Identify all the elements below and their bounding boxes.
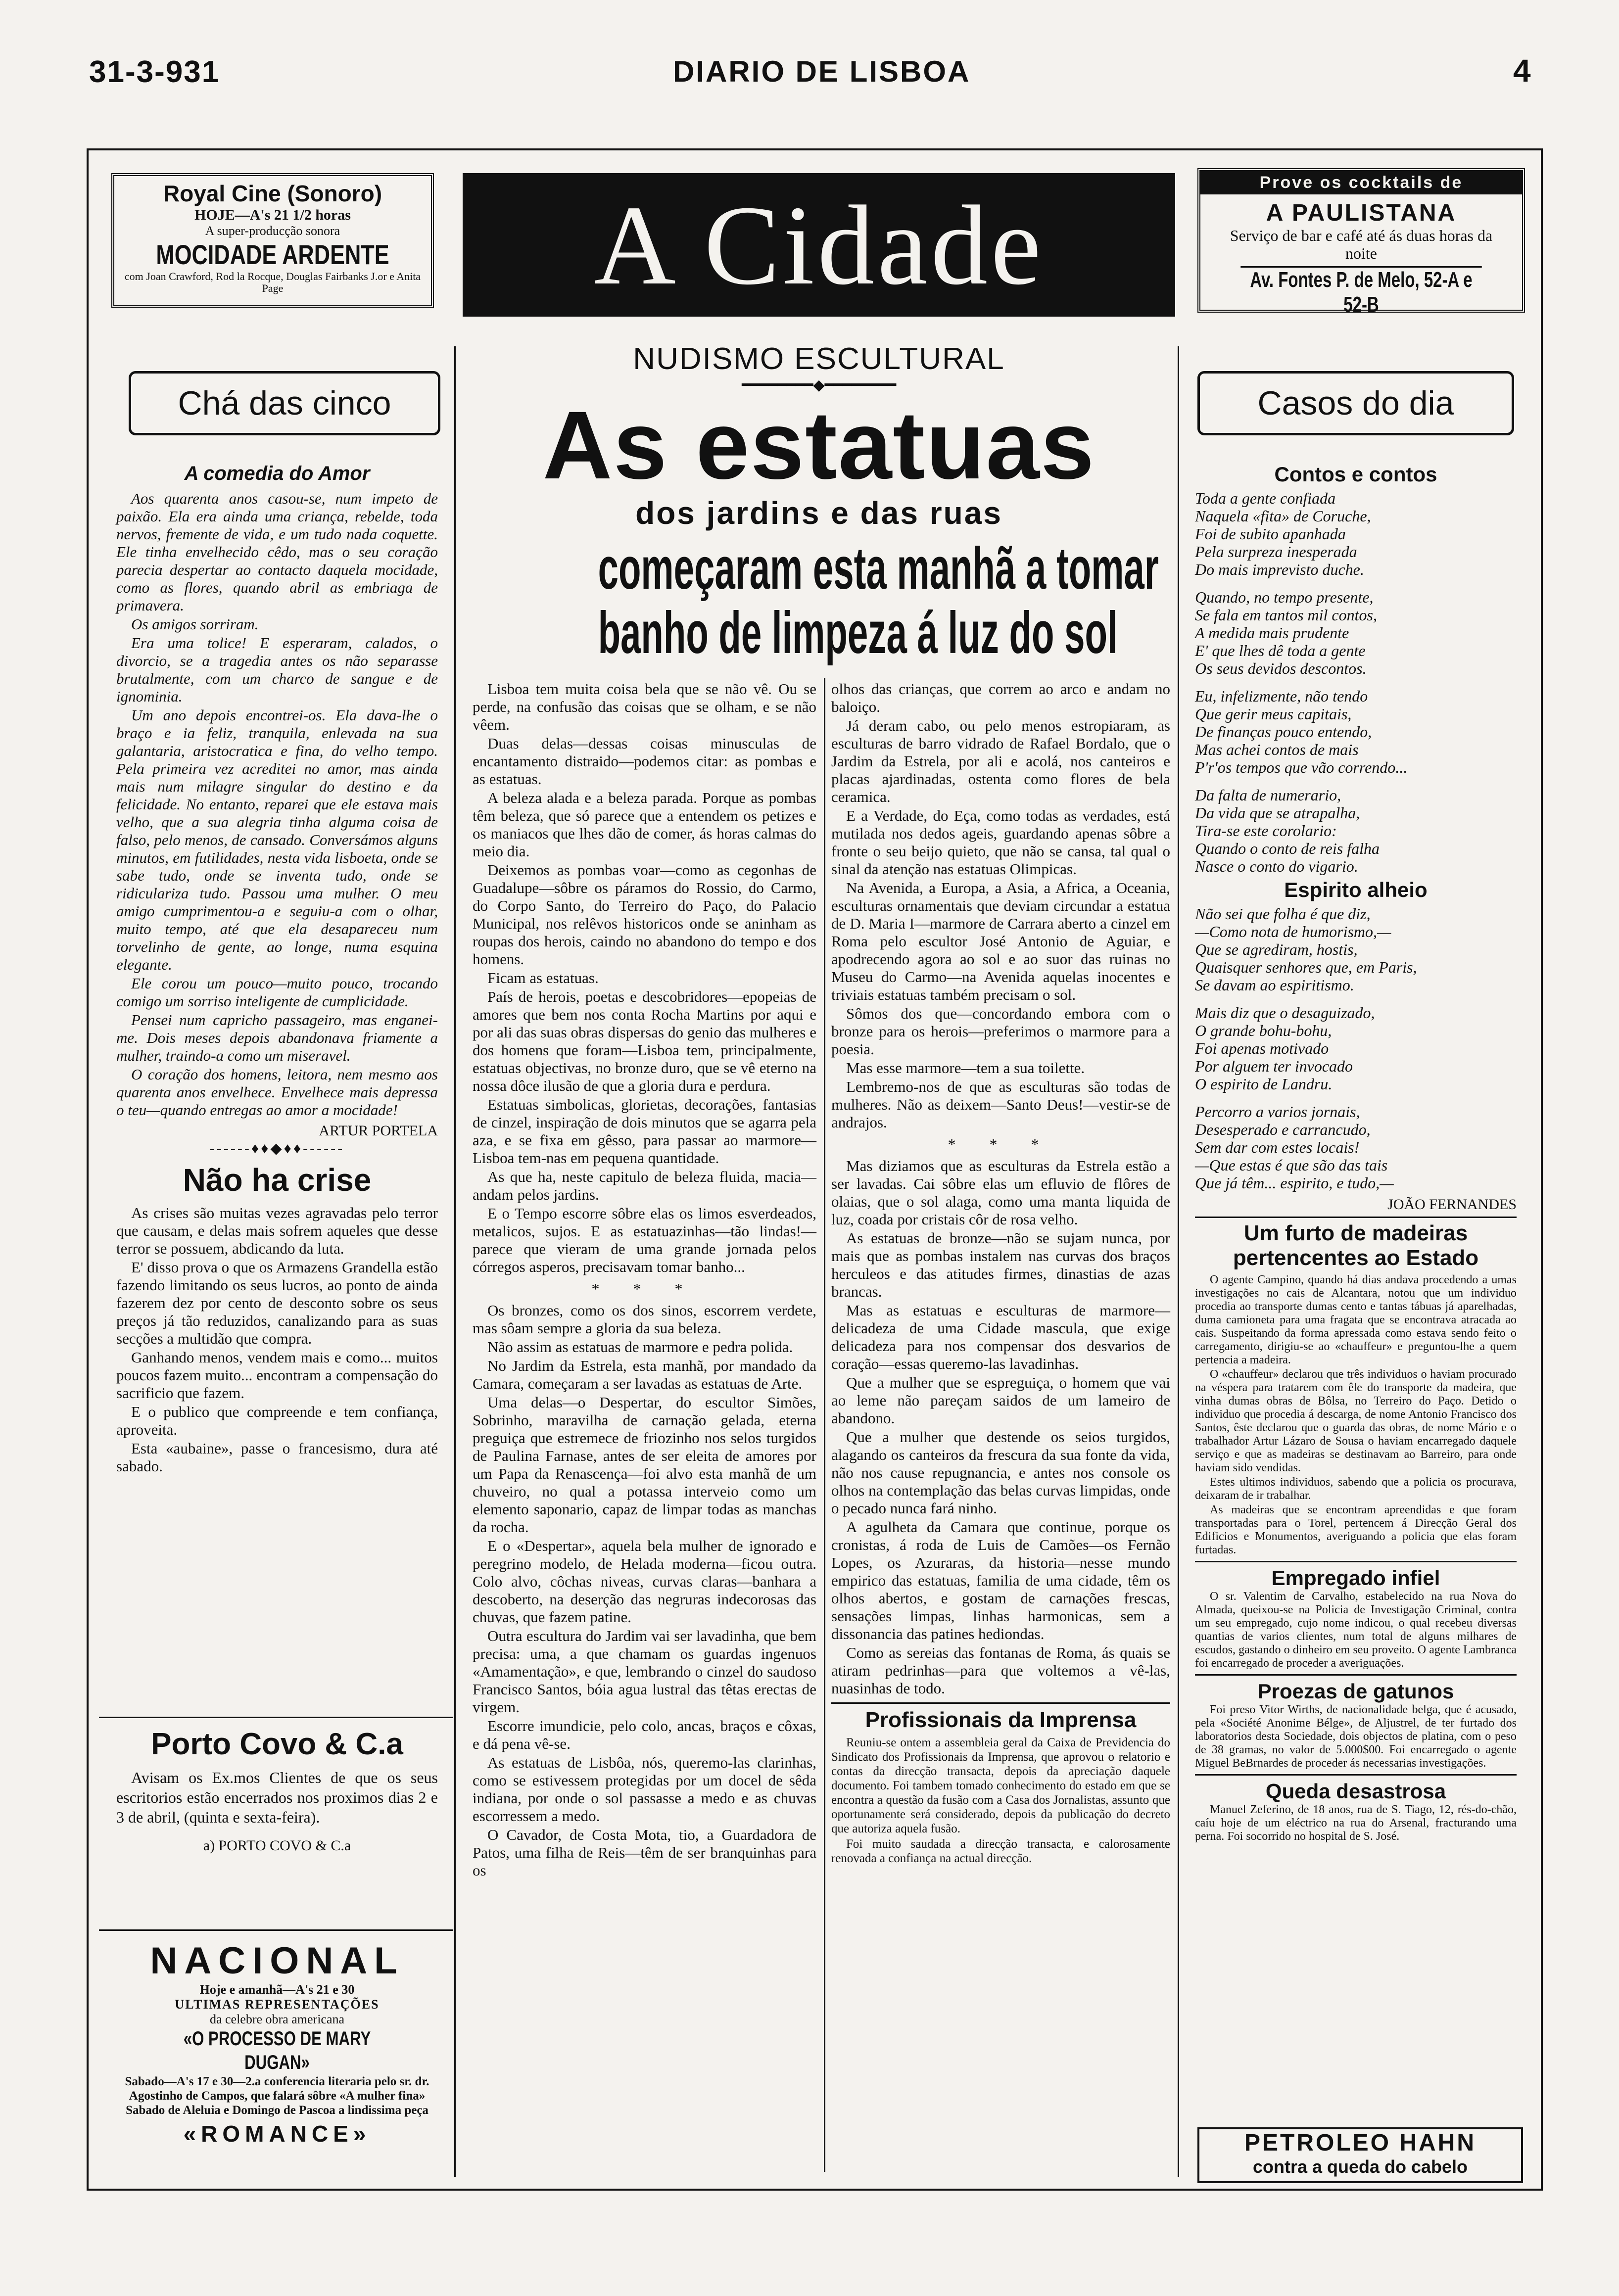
- masthead-title: A Cidade: [593, 182, 1045, 308]
- cha-article-title: A comedia do Amor: [184, 463, 370, 484]
- lead-column-1: [473, 680, 816, 1880]
- nacional-last: ULTIMAS REPRESENTAÇÕES: [175, 1997, 380, 2012]
- royal-cine-film: MOCIDADE ARDENTE: [156, 239, 389, 270]
- cha-paragraph: Pensei num capricho passageiro, mas enganei-me. Dois meses depois abandonava friamente a mulher, traindo-a como um miseravel.: [116, 1011, 438, 1064]
- nacional-conference: Sabado—A's 17 e 30—2.a conferencia literaria pelo sr. dr. Agostinho de Campos, que falará sôbre «A mulher fina»: [125, 2075, 429, 2103]
- lead-paragraph: As que ha, neste capitulo de beleza fluida, macia—andam pelos jardins.: [473, 1168, 816, 1203]
- paulistana-name: A PAULISTANA: [1266, 200, 1457, 226]
- verse-line: Sem dar com estes locais!: [1195, 1138, 1360, 1156]
- casos-title-2: Espirito alheio: [1284, 878, 1428, 901]
- verse-line: Do mais imprevisto duche.: [1195, 561, 1364, 578]
- paulistana-ad: [1197, 168, 1525, 317]
- royal-cine-cast: com Joan Crawford, Rod la Rocque, Douglas Fairbanks J.or e Anita Page: [124, 270, 421, 294]
- porto-covo-sign: a) PORTO COVO & C.a: [203, 1837, 351, 1854]
- lead-paragraph: Estatuas simbolicas, glorietas, decorações, fantasias de cinzel, inspiração de dois minutos que se agarra pela aza, e se fixa em gêsso, para passar ao marmore—Lisboa tem-nas em pequena quantidade.: [473, 1096, 816, 1167]
- lead-paragraph: As estatuas de bronze—não se sujam nunca, por mais que as pombas instalem nas curvas dos braços herculeos e das atitudes firmes, dinastias de azas brancas.: [831, 1229, 1170, 1300]
- lead-paragraph: Não assim as estatuas de marmore e pedra polida.: [487, 1338, 793, 1356]
- verse-line: —Que estas é que são das tais: [1195, 1156, 1388, 1174]
- section-stars: * * *: [948, 1135, 1054, 1153]
- verse-gap: [1195, 578, 1517, 588]
- nacional-easter: Sabado de Aleluia e Domingo de Pascoa a lindissima peça: [126, 2104, 429, 2117]
- crise-paragraph: E o publico que compreende e tem confiança, aproveita.: [116, 1403, 438, 1438]
- divider: [1195, 1561, 1517, 1562]
- divider: [99, 1929, 453, 1931]
- furto-paragraph: O «chauffeur» declarou que três individuos o haviam procurado na véspera para tratarem com êle do transporte da madeira, que vinha dumas obras de Bôlsa, no Terreiro do Paço. Detido o individuo que procedia á descarga, de nome Antonio Francisco dos Santos, êste declarou que o guarda das obras, de nome Mário e o trabalhador Artur Lázaro de Sousa o haviam encarregado daquele serviço e que as madeiras se destinavam ao Barreiro, para onde haviam sido vendidas.: [1195, 1368, 1517, 1474]
- verse-line: Foi apenas motivado: [1195, 1039, 1329, 1057]
- nacional-name: NACIONAL: [150, 1940, 404, 1982]
- verse-line: Quaisquer senhores que, em Paris,: [1195, 958, 1417, 976]
- porto-covo-text: Avisam os Ex.mos Clientes de que os seus escritorios estão encerrados nos proximos dias 2 e 3 de abril, (quinta e sexta-feira).: [116, 1769, 438, 1826]
- prof-paragraph: Foi muito saudada a direcção transacta, e calorosamente renovada a confiança na actual direcção.: [831, 1837, 1170, 1865]
- lead-paragraph: Já deram cabo, ou pelo menos estropiaram, as esculturas de barro vidrado de Rafael Bordalo, que o Jardim da Estrela, por ali e acolá, nos canteiros e placas ajardinadas, ostenta como flores de bela ceramica.: [831, 717, 1170, 805]
- verse-line: Foi de subito apanhada: [1195, 525, 1346, 543]
- verse-line: O espirito de Landru.: [1195, 1075, 1333, 1093]
- verse-line: Da falta de numerario,: [1195, 786, 1341, 804]
- lead-paragraph: Lembremo-nos de que as esculturas são todas de mulheres. Não as deixem—Santo Deus!—vestir-se de andrajos.: [831, 1078, 1170, 1131]
- lead-deck-2: banho de limpeza á luz do sol: [598, 600, 1118, 666]
- lead-paragraph: Lisboa tem muita coisa bela que se não vê. Ou se perde, na confusão das coisas que se olham, e se não vêem.: [473, 680, 816, 733]
- verse-line: Toda a gente confiada: [1195, 489, 1336, 507]
- lead-paragraph: Deixemos as pombas voar—como as cegonhas de Guadalupe—sôbre os páramos do Rossio, do Carmo, do Corpo Santo, do Terreiro do Paço, do Palacio Municipal, nos relêvos historicos onde se aninham as roupas dos herois, caindo no abandono do tempo e dos homens.: [473, 861, 816, 968]
- lead-title: As estatuas: [542, 391, 1095, 499]
- gatunos-text: Foi preso Vitor Wirths, de nacionalidade belga, que é acusado, pela «Société Anonime Bélge», de Aljustrel, de ter furtado dos laboratorios desta Sociedade, dois objectos de platina, com o peso de 38 gramas, no valor de 5.000$00. Foi encarregado o agente Miguel BeBrnardes de proceder ás necessarias investigações.: [1195, 1703, 1517, 1770]
- verse-line: Quando, no tempo presente,: [1195, 588, 1374, 606]
- porto-covo-title: Porto Covo & C.a: [151, 1727, 403, 1761]
- lead-paragraph: Que a mulher que destende os seios turgidos, alagando os canteiros da frescura da sua fonte da vida, não nos cause repugnancia, e antes nos console os olhos na contemplação das belas curvas limpidas, onde o pecado nunca fará ninho.: [831, 1428, 1170, 1517]
- paulistana-address: Av. Fontes P. de Melo, 52-A e 52-B: [1240, 266, 1482, 317]
- crise-paragraph: Ganhando menos, vendem mais e como... muitos poucos fazem muito... encontram a compensação do sacrificio que fazem.: [116, 1349, 438, 1402]
- verse-line: Nasce o conto do vigario.: [1195, 857, 1358, 875]
- lead-headline: [463, 341, 1175, 665]
- cha-das-cinco-article: [116, 463, 438, 1476]
- kicker-ornament: ━━━━━━━━◆━━━━━━━━: [741, 377, 897, 393]
- lead-paragraph: E o «Despertar», aquela bela mulher de ignorado e peregrino modelo, de Helada moderna—ficou outra. Colo alvo, côchas niveas, curvas claras—banhara a descoberto, na deserção das negruras indecorosas das chuvas, que fazem patine.: [473, 1537, 816, 1626]
- furto-body: [1195, 1273, 1517, 1557]
- lead-paragraph: Duas delas—dessas coisas minusculas de encantamento distraido—podemos citar: as pombas e as estatuas.: [473, 735, 816, 788]
- verse-line: Mais diz que o desaguizado,: [1195, 1004, 1375, 1022]
- casos-author: JOÃO FERNANDES: [1387, 1196, 1517, 1213]
- lead-paragraph: Uma delas—o Despertar, do escultor Simões, Sobrinho, maravilha de carnação gelada, eterna preguiça que estremece de friozinho nos selos turgidos de Paulina Farnase, antes de ser eleita de amores por um Papa da Renascença—foi alvo esta manhã de um chuveiro, no qual a potassa interveio como um elemento saponario, capaz de limpar todas as manchas da rocha.: [473, 1394, 816, 1536]
- prof-title: Profissionais da Imprensa: [865, 1708, 1137, 1732]
- verse-line: Por alguem ter invocado: [1195, 1057, 1353, 1075]
- lead-paragraph: O Cavador, de Costa Mota, tio, a Guardadora de Patos, uma filha de Reis—têm de ser branquinhas para os: [473, 1826, 816, 1879]
- nacional-times: Hoje e amanhã—A's 21 e 30: [199, 1982, 355, 1997]
- lead-paragraph: E a Verdade, do Eça, como todas as verdades, está mutilada nos dedos ageis, guardando apenas sôbre a fronte o seu beijo quieto, que não se cansa, tal qual o sinal da atenção nas estatuas Olimpicas.: [831, 807, 1170, 878]
- furto-title: Um furto de madeiras pertencentes ao Estado: [1233, 1221, 1479, 1270]
- divider: [1195, 1774, 1517, 1776]
- verse-gap: [1195, 994, 1517, 1004]
- verse-line: Tira-se este corolario:: [1195, 822, 1337, 840]
- petroleo-hahn-ad: [1197, 2127, 1523, 2183]
- prof-paragraph: Reuniu-se ontem a assembleia geral da Caixa de Previdencia do Sindicato dos Profissionais da Imprensa, que aprovou o relatorio e contas da direcção transacta, depois da apreciação daquele documento. Foi tambem tomado conhecimento do estado em que se encontra a questão da fusão com a Casa dos Jornalistas, assunto que oportunamente será considerado, depois da publicação do decreto que autoriza aquela fusão.: [831, 1736, 1170, 1835]
- verse-gap: [1195, 776, 1517, 786]
- page-number: 4: [1513, 53, 1531, 89]
- cha-author: ARTUR PORTELA: [319, 1123, 438, 1139]
- casos-title-1: Contos e contos: [1274, 463, 1437, 486]
- verse-line: Se davam ao espiritismo.: [1195, 976, 1354, 994]
- lead-paragraph: E o Tempo escorre sôbre elas os limos esverdeados, metalicos, sujos. E as estatuazinhas—tão lindas!—parece que vieram de uma grande jornada pelos córregos asperos, precisavam tomar banho...: [473, 1205, 816, 1275]
- paulistana-service: Serviço de bar e café até ás duas horas da noite: [1230, 227, 1493, 262]
- royal-cine-name: Royal Cine (Sonoro): [163, 181, 382, 206]
- lead-paragraph: Sômos dos que—concordando embora com o bronze para os herois—preferimos o marmore para a poesia.: [831, 1005, 1170, 1058]
- lead-deck-1: começaram esta manhã a tomar: [598, 535, 1159, 602]
- cha-das-cinco-label: Chá das cinco: [178, 384, 391, 422]
- lead-paragraph: Mas esse marmore—tem a sua toilette.: [846, 1059, 1085, 1077]
- cha-paragraph: Aos quarenta anos casou-se, num impeto de paixão. Ela era ainda uma criança, rebelde, toda nervos, fremente de vida, e um tudo nada coquette. Ele tinha envelhecido cêdo, mas o seu coração parecia despertar ao contacto daquela mocidade, como as flores, quando abril as embriaga de primavera.: [116, 490, 438, 614]
- nacional-ad: [116, 1939, 438, 2147]
- furto-paragraph: O agente Campino, quando há dias andava procedendo a umas investigações no cais de Alcantara, notou que um individuo procedia ao transporte dumas cento e tantas tábuas já aparelhadas, duma camioneta para uma fragata que se encontrava atracada ao cais. Suspeitando da forma apressada como estava sendo feito o carregamento, dirigiu-se ao «chauffeur» e preguntou-lhe a quem pertencia a madeira.: [1195, 1273, 1517, 1366]
- verse-line: Os seus devidos descontos.: [1195, 659, 1367, 677]
- cha-paragraph: Um ano depois encontrei-os. Ela dava-lhe o braço e ia feliz, tranquila, enlevada na sua galantaria, aristocratica e fina, do velho tempo. Pela primeira vez acreditei no amor, mas ainda mais num milagre singular do destino e da felicidade. No entanto, reparei que ele estava mais velho, que a sua alegria tinha alguma coisa de falso, pelo menos, de cansado. Conversámos alguns minutos, em futilidades, nesta vida lisboeta, onde se sabe tudo, onde se inventa tudo, onde se ridiculariza tudo. Passou uma mulher. O meu amigo cumprimentou-a e seguiu-a com o olhar, muito tempo, até que ela desapareceu num torvelinho de gente, ao longe, numa esquina elegante.: [116, 706, 438, 973]
- casos-do-dia-banner: [1197, 371, 1514, 435]
- hahn-subtitle: contra a queda do cabelo: [1252, 2156, 1468, 2177]
- section-masthead: [463, 173, 1175, 317]
- column-divider: [454, 346, 456, 2177]
- infiel-text: O sr. Valentim de Carvalho, estabelecido na rua Nova do Almada, queixou-se na Policia de Investigação Criminal, contra um seu empregado, cujo nome indicou, o qual recebeu diversas quantias de varios clientes, num total de alguns milhares de escudos, gastando o dinheiro em seu proveito. O agente Lambranca foi encarregado de proceder a averiguações.: [1195, 1590, 1517, 1670]
- crise-title: Não ha crise: [183, 1162, 372, 1198]
- lead-paragraph: As estatuas de Lisbôa, nós, queremo-las clarinhas, como se estivessem protegidas por um docel de sêda indiana, por onde o sol passasse a medo e as chuvas escorressem a medo.: [473, 1754, 816, 1825]
- casos-do-dia-column: [1195, 463, 1517, 1844]
- section-stars: * * *: [591, 1280, 698, 1298]
- royal-cine-tagline: A super-producção sonora: [205, 224, 340, 238]
- casos-verses-1: [1195, 489, 1517, 875]
- column-divider: [1178, 346, 1179, 2177]
- lead-paragraph: País de herois, poetas e descobridores—epopeias de amores que bem nos conta Rocha Martins por aqui e por ali das suas obras dispersas do genio das mulheres e dos homens que foram—Lisboa tem, principalmente, estatuas objectivas, no bronze duro, que se vê eterno na nossa dôce ilusão de que a gloria dura e perdura.: [473, 988, 816, 1094]
- casos-verses-2: [1195, 905, 1517, 1192]
- verse-gap: [1195, 677, 1517, 687]
- royal-cine-time: HOJE—A's 21 1/2 horas: [194, 207, 351, 223]
- lead-subtitle: dos jardins e das ruas: [635, 495, 1002, 531]
- infiel-title: Empregado infiel: [1271, 1566, 1440, 1590]
- verse-line: E' que lhes dê toda a gente: [1195, 642, 1366, 659]
- verse-line: Quando o conto de reis falha: [1195, 840, 1380, 857]
- gatunos-title: Proezas de gatunos: [1257, 1680, 1454, 1703]
- lead-paragraph: Mas as estatuas e esculturas de marmore—delicadeza de uma Cidade mascula, que exige delicadeza para nos compensar dos desvarios de coração—essas queremo-las lavadinhas.: [831, 1302, 1170, 1372]
- verse-line: Percorro a varios jornais,: [1195, 1103, 1360, 1121]
- verse-line: Desesperado e carrancudo,: [1195, 1121, 1371, 1138]
- cha-paragraph: Era uma tolice! E esperaram, calados, o divorcio, se a tragedia antes os não separasse brutalmente, com um charco de sangue e de ignominia.: [116, 634, 438, 705]
- furto-paragraph: As madeiras que se encontram apreendidas e que foram transportadas para o Torel, pertencem á Direcção Geral dos Edificios e Monumentos, averiguando a policia que elas foram furtadas.: [1195, 1503, 1517, 1556]
- column-divider: [824, 678, 825, 2172]
- casos-do-dia-label: Casos do dia: [1257, 384, 1454, 422]
- verse-line: P'r'os tempos que vão correndo...: [1195, 758, 1408, 776]
- lead-column-2: [831, 680, 1170, 1867]
- cha-das-cinco-banner: [129, 371, 440, 435]
- lead-paragraph: A beleza alada e a beleza parada. Porque as pombas têm beleza, que só parece que a entendem os petizes e os maniacos que lhes dão de comer, ás horas calmas do meio dia.: [473, 789, 816, 860]
- porto-covo-notice: [116, 1727, 438, 1855]
- verse-line: De finanças pouco entendo,: [1195, 723, 1372, 741]
- cha-paragraph: Os amigos sorriram.: [131, 615, 259, 633]
- nacional-next: «ROMANCE»: [183, 2121, 371, 2147]
- verse-line: Não sei que folha é que diz,: [1195, 905, 1371, 923]
- verse-line: Que já têm... espirito, e tudo,—: [1195, 1174, 1394, 1192]
- divider: [831, 1702, 1170, 1704]
- issue-date: 31-3-931: [89, 55, 220, 89]
- nacional-play: «O PROCESSO DE MARY DUGAN»: [183, 2028, 371, 2073]
- lead-paragraph: No Jardim da Estrela, esta manhã, por mandado da Camara, começaram a ser lavadas as estatuas de Arte.: [473, 1357, 816, 1392]
- lead-paragraph: Outra escultura do Jardim vai ser lavadinha, que bem precisa: uma, a que chamam os guardas ingenuos «Amamentação», e que, lembrando o cinzel do saudoso Francisco Santos, bóia agua lustral das têtas erectas de virgem.: [473, 1627, 816, 1716]
- royal-cine-ad: [111, 173, 434, 308]
- lead-paragraph: Mas diziamos que as esculturas da Estrela estão a ser lavadas. Cai sôbre elas um efluvio de flôres de olaias, que o sol alaga, como uma manta liquida de luz, coada por cristais côr de rosa velho.: [831, 1157, 1170, 1228]
- furto-paragraph: Estes ultimos individuos, sabendo que a policia os procurava, deixaram de ir trabalhar.: [1195, 1476, 1517, 1502]
- verse-line: Mas achei contos de mais: [1195, 741, 1359, 758]
- nacional-intro: da celebre obra americana: [209, 2012, 345, 2026]
- cha-paragraph: Ele corou um pouco—muito pouco, trocando comigo um sorriso inteligente de cumplicidade.: [116, 975, 438, 1010]
- verse-line: A medida mais prudente: [1195, 624, 1349, 642]
- crise-paragraph: Esta «aubaine», passe o francesismo, dura até sabado.: [116, 1440, 438, 1475]
- lead-paragraph: olhos das crianças, que correm ao arco e andam no baloiço.: [831, 680, 1170, 715]
- lead-paragraph: Os bronzes, como os dos sinos, escorrem verdete, mas sôam sempre a gloria da sua beleza.: [473, 1302, 816, 1337]
- queda-title: Queda desastrosa: [1265, 1780, 1446, 1803]
- verse-line: —Como nota de humorismo,—: [1195, 923, 1391, 940]
- verse-gap: [1195, 1093, 1517, 1103]
- verse-line: Da vida que se atrapalha,: [1195, 804, 1360, 822]
- verse-line: Naquela «fita» de Coruche,: [1195, 507, 1371, 525]
- crise-paragraph: As crises são muitas vezes agravadas pelo terror que causam, e delas mais sofrem aqueles que desse terror se possuem, abdicando da luta.: [116, 1204, 438, 1257]
- divider: [1195, 1674, 1517, 1676]
- ornament-rule: ------♦♦◆♦♦------: [209, 1140, 345, 1157]
- lead-kicker: NUDISMO ESCULTURAL: [633, 342, 1005, 376]
- verse-line: O grande bohu-bohu,: [1195, 1022, 1332, 1039]
- lead-paragraph: Escorre imundicie, pelo colo, ancas, braços e côxas, e dá pena vê-se.: [473, 1717, 816, 1752]
- verse-line: Pela surpreza inesperada: [1195, 543, 1357, 561]
- crise-paragraph: E' disso prova o que os Armazens Grandella estão fazendo limitando os seus lucros, ao ponto de ainda fazerem dez por cento de desconto sobre os seus preços já tão reduzidos, canalizando para as suas secções a multidão que compra.: [116, 1259, 438, 1347]
- lead-paragraph: A agulheta da Camara que continue, porque os cronistas, á roda de Luis de Camões—os Fernão Lopes, os Azuraras, da historia—nesse mundo empirico das estatuas, familia de uma cidade, têm os olhos abertos, e gostam de carnações frescas, sensações limpas, linhas harmonicas, sem a dissonancia das patines hediondas.: [831, 1518, 1170, 1642]
- hahn-title: PETROLEO HAHN: [1244, 2130, 1476, 2156]
- newspaper-title: DIARIO DE LISBOA: [673, 55, 971, 88]
- lead-paragraph: Ficam as estatuas.: [487, 969, 599, 986]
- verse-line: Que se agrediram, hostis,: [1195, 940, 1358, 958]
- verse-line: Que gerir meus capitais,: [1195, 705, 1352, 723]
- paulistana-line1: Prove os cocktails de: [1200, 171, 1522, 194]
- divider: [1195, 1217, 1517, 1218]
- verse-line: Se fala em tantos mil contos,: [1195, 606, 1377, 624]
- verse-line: Eu, infelizmente, não tendo: [1195, 687, 1368, 705]
- divider: [99, 1717, 453, 1718]
- lead-paragraph: Como as sereias das fontanas de Roma, ás quais se atiram pedrinhas—para que voltemos a vê-las, nuasinhas de todo.: [831, 1644, 1170, 1697]
- lead-paragraph: Que a mulher que se espreguiça, o homem que vai ao leme não pareçam saidos de um lameiro de abandono.: [831, 1374, 1170, 1427]
- cha-paragraph: O coração dos homens, leitora, nem mesmo aos quarenta anos envelhece. Envelhece mais depressa o teu—quando entregas ao amor a mocidade!: [116, 1066, 438, 1119]
- crise-body: [116, 1204, 438, 1475]
- lead-paragraph: Na Avenida, a Europa, a Asia, a Africa, a Oceania, esculturas ornamentais que deviam circundar a estatua de D. Maria I—marmore de Carrara aberto a cinzel em Roma pelo escultor José Antonio de Aguiar, e apodrecendo agora ao sol e ao suor das ruinas no Museu do Carmo—na Avenida aquelas inocentes e triviais estatuas também precisam o sol.: [831, 879, 1170, 1003]
- queda-text: Manuel Zeferino, de 18 anos, rua de S. Tiago, 12, rés-do-chão, caíu hoje de um eléctrico na rua do Arsenal, fracturando uma perna. Foi socorrido no hospital de S. José.: [1195, 1803, 1517, 1843]
